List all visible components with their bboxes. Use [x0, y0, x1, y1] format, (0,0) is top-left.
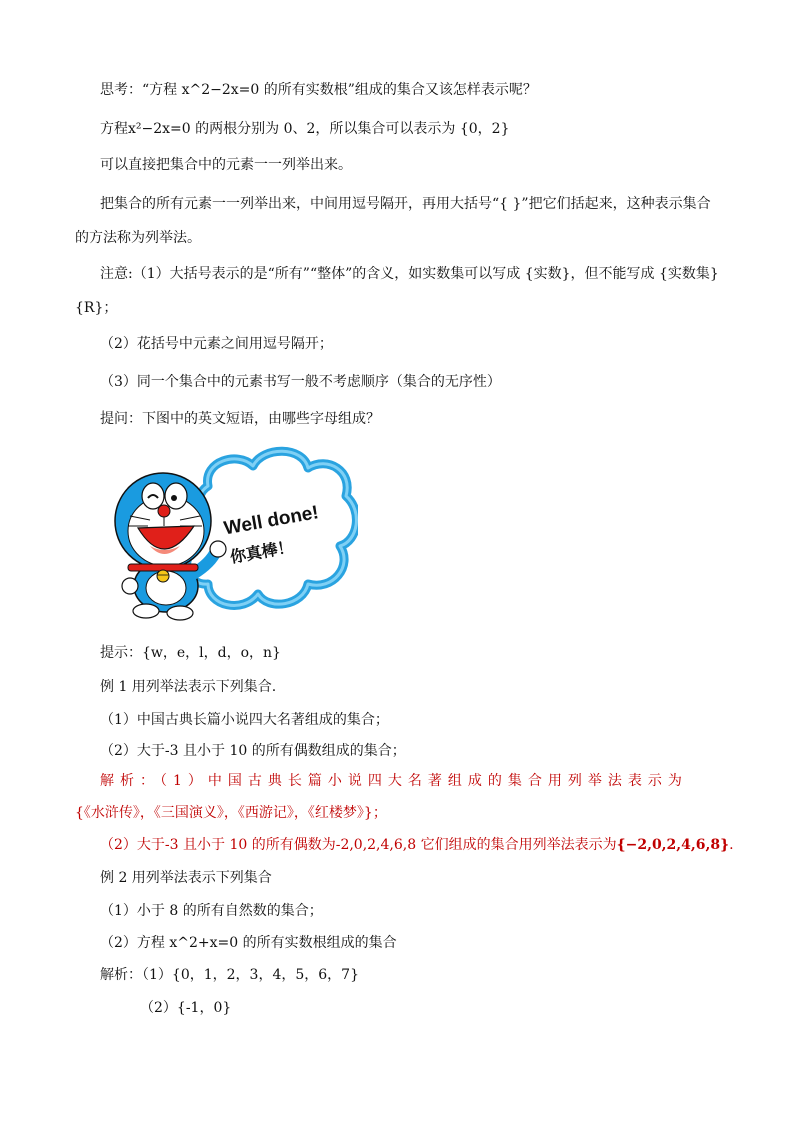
- example-1-item-1: （1）中国古典长篇小说四大名著组成的集合；: [100, 712, 389, 728]
- definition-line-1: 把集合的所有元素一一列举出来，中间用逗号隔开，再用大括号“{ }”把它们括起来，这种表示集合: [100, 196, 711, 212]
- example-1-item-2: （2）大于-3 且小于 10 的所有偶数组成的集合；: [100, 743, 406, 759]
- note-line-1: 注意:（1）大括号表示的是“所有”“整体”的含义，如实数集可以写成 {实数}，但不能写成 {实数集}: [100, 266, 719, 282]
- bubble-chinese-text: 你真棒！: [228, 536, 295, 567]
- note-line-2: {R}；: [75, 300, 118, 316]
- example-2-item-2: （2）方程 x^2+x=0 的所有实数根组成的集合: [100, 935, 397, 951]
- solution-2-set: {−2,0,2,4,6,8}: [616, 837, 730, 853]
- example-2-solution-2: （2）{-1，0}: [140, 1000, 232, 1016]
- think-question: 思考：“方程 x^2−2x=0 的所有实数根”组成的集合又该怎样表示呢？: [100, 82, 537, 98]
- definition-line-2: 的方法称为列举法。: [75, 230, 201, 246]
- list-elements-note: 可以直接把集合中的元素一一列举出来。: [100, 157, 352, 173]
- example-2-title: 例 2 用列举法表示下列集合: [100, 870, 272, 886]
- bubble-english-text: Well done!: [222, 502, 321, 540]
- solution-2-period: .: [729, 837, 734, 853]
- question-prompt: 提问：下图中的英文短语，由哪些字母组成？: [100, 411, 380, 427]
- example-1-solution-1-line-2: {《水浒传》，《三国演义》，《西游记》，《红楼梦》}；: [75, 805, 387, 821]
- example-2-solution-1: 解析：（1）{0，1，2，3，4，5，6，7}: [100, 967, 359, 983]
- example-1-solution-1-line-1: 解析：（1）中国古典长篇小说四大名著组成的集合用列举法表示为: [100, 773, 688, 789]
- example-1-solution-2: [100, 836, 734, 854]
- note-item-3: （3）同一个集合中的元素书写一般不考虑顺序（集合的无序性）: [100, 374, 501, 390]
- note-item-2: （2）花括号中元素之间用逗号隔开；: [100, 336, 333, 352]
- example-1-title: 例 1 用列举法表示下列集合.: [100, 679, 277, 695]
- equation-roots: 方程x²−2x=0 的两根分别为 0、2，所以集合可以表示为 {0，2}: [100, 121, 510, 137]
- hint-letters: 提示：{w，e，l，d，o，n}: [100, 645, 281, 661]
- doraemon-well-done-image: [108, 446, 358, 624]
- solution-2-text: （2）大于-3 且小于 10 的所有偶数为-2,0,2,4,6,8 它们组成的集合用列举法表示为: [100, 837, 617, 853]
- example-2-item-1: （1）小于 8 的所有自然数的集合；: [100, 903, 323, 919]
